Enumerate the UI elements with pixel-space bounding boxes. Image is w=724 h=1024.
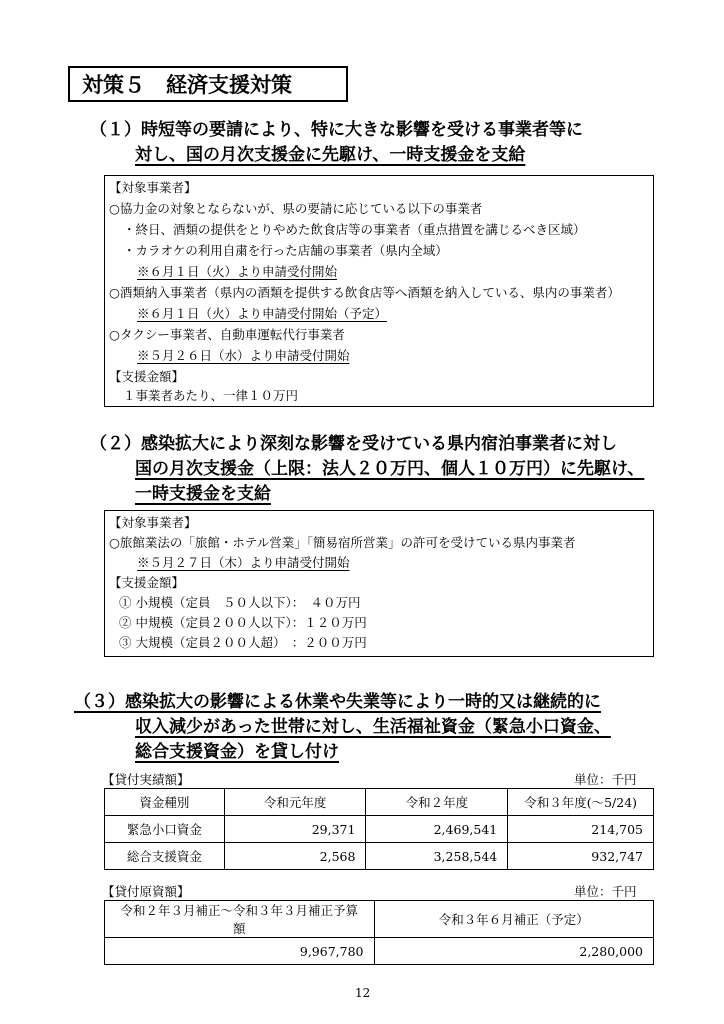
table-cell: 緊急小口資金 bbox=[105, 816, 225, 843]
amount-value: １事業者あたり、一律１０万円 bbox=[123, 388, 299, 403]
section-2-heading-line-2: 国の月次支援金（上限：法人２０万円、個人１０万円）に先駆け、 bbox=[135, 459, 645, 479]
application-note: ※６月１日（火）より申請受付開始 bbox=[137, 264, 338, 279]
table-cell: 3,258,544 bbox=[366, 843, 508, 870]
section-2-box bbox=[104, 510, 654, 657]
table-header-cell: 令和２年３月補正～令和３年３月補正予算額 bbox=[105, 901, 375, 938]
table-header-cell: 令和元年度 bbox=[224, 789, 366, 816]
application-note: ※５月２６日（水）より申請受付開始 bbox=[137, 348, 350, 363]
table-cell: 29,371 bbox=[224, 816, 366, 843]
target-item: ○旅館業法の「旅館・ホテル営業」「簡易宿所営業」の許可を受けている県内事業者 bbox=[109, 535, 576, 550]
amount-tier: ② 中規模（定員２００人以下）：１２０万円 bbox=[119, 615, 367, 630]
table-cell: 9,967,780 bbox=[105, 938, 375, 965]
table-cell: 2,469,541 bbox=[366, 816, 508, 843]
amount-label: 【支援金額】 bbox=[109, 575, 185, 590]
application-note: ※６月１日（火）より申請受付開始（予定） bbox=[137, 306, 388, 321]
application-note: ※５月２７日（木）より申請受付開始 bbox=[137, 555, 350, 570]
table-header-cell: 令和３年６月補正（予定） bbox=[374, 901, 654, 938]
amount-tier: ① 小規模（定員 ５０人以下）： ４０万円 bbox=[119, 595, 361, 610]
loan-results-label: 【貸付実績額】 bbox=[102, 772, 190, 787]
loan-results-unit: 単位：千円 bbox=[574, 772, 637, 787]
target-item: ○酒類納入事業者（県内の酒類を提供する飲食店等へ酒類を納入している、県内の事業者） bbox=[109, 285, 620, 300]
amount-tier: ③ 大規模（定員２００人超） ：２００万円 bbox=[119, 635, 367, 650]
loan-funds-unit: 単位：千円 bbox=[574, 884, 637, 899]
target-sub-item: ・カラオケの利用自粛を行った店舗の事業者（県内全域） bbox=[123, 243, 448, 258]
section-3-heading-line-3: 総合支援資金）を貸し付け bbox=[135, 742, 339, 762]
section-1-heading-line-2: 対し、国の月次支援金に先駆け、一時支援金を支給 bbox=[135, 145, 526, 165]
page-title: 対策５ 経済支援対策 bbox=[68, 66, 348, 102]
table-cell: 2,568 bbox=[224, 843, 366, 870]
table-row bbox=[105, 816, 654, 843]
table-header-row bbox=[105, 789, 654, 816]
table-header-cell: 令和３年度(～5/24) bbox=[508, 789, 654, 816]
section-1-heading bbox=[90, 118, 583, 168]
table-header-cell: 令和２年度 bbox=[366, 789, 508, 816]
section-1-heading-line-1: （１）時短等の要請により、特に大きな影響を受ける事業者等に bbox=[90, 120, 583, 140]
target-label: 【対象事業者】 bbox=[109, 515, 197, 530]
target-item: ○タクシー事業者、自動車運転代行事業者 bbox=[109, 327, 345, 342]
table-header-cell: 資金種別 bbox=[105, 789, 225, 816]
section-2-heading-line-1: （２）感染拡大により深刻な影響を受けている県内宿泊事業者に対し bbox=[90, 434, 617, 454]
loan-funds-label: 【貸付原資額】 bbox=[102, 884, 190, 899]
target-label: 【対象事業者】 bbox=[109, 180, 197, 195]
page-number: 12 bbox=[355, 986, 371, 1000]
loan-results-table bbox=[104, 788, 654, 870]
section-2-heading bbox=[90, 432, 644, 507]
section-2-heading-line-3: 一時支援金を支給 bbox=[135, 484, 271, 504]
table-header-row bbox=[105, 901, 654, 938]
section-1-box bbox=[104, 175, 654, 407]
table-row bbox=[105, 843, 654, 870]
table-cell: 総合支援資金 bbox=[105, 843, 225, 870]
table-cell: 932,747 bbox=[508, 843, 654, 870]
section-3-heading-line-1: （３）感染拡大の影響による休業や失業等により一時的又は継続的に bbox=[74, 692, 601, 712]
section-3-heading-line-2: 収入減少があった世帯に対し、生活福祉資金（緊急小口資金、 bbox=[135, 717, 611, 737]
loan-funds-table bbox=[104, 900, 654, 965]
table-row bbox=[105, 938, 654, 965]
table-cell: 214,705 bbox=[508, 816, 654, 843]
target-sub-item: ・終日、酒類の提供をとりやめた飲食店等の事業者（重点措置を講じるべき区域） bbox=[123, 222, 586, 237]
section-3-heading bbox=[74, 690, 611, 765]
amount-label: 【支援金額】 bbox=[109, 369, 185, 384]
target-item: ○協力金の対象とならないが、県の要請に応じている以下の事業者 bbox=[109, 201, 483, 216]
table-cell: 2,280,000 bbox=[374, 938, 654, 965]
